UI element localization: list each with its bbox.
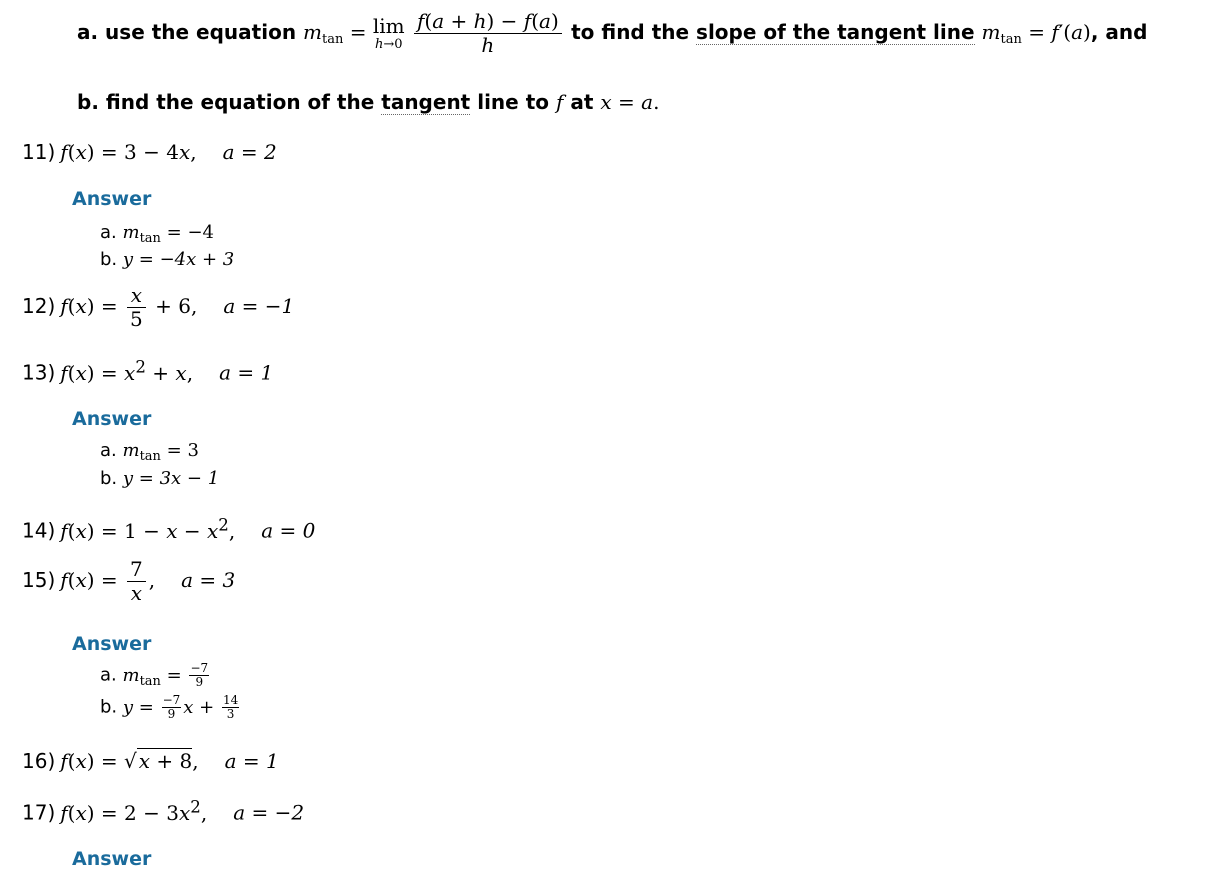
answer-13-a: a. $m_{tan} = 3$ bbox=[100, 440, 199, 464]
glossary-link-tangent[interactable]: tangent bbox=[381, 90, 471, 114]
problem-17: 17) $f(x) = 2 - 3x^2$, a = −2 bbox=[22, 797, 305, 825]
answer-toggle-17[interactable]: Answer bbox=[72, 848, 152, 870]
mtan-formula: $m_{tan} = \lim$ h→0 $\frac{f(a + h) - f(a)}{h}$ bbox=[303, 20, 571, 44]
instruction-part-b: b. find the equation of the tangent line to f at x = a. bbox=[77, 90, 660, 114]
problem-12: 12) f(x) = $\frac{x}{5}$ + 6, a = −1 bbox=[22, 283, 295, 331]
answer-11-b: b. y = −4x + 3 bbox=[100, 249, 235, 270]
instruction-part-a: a. use the equation $m_{tan} = \lim$ h→0 $\frac{f(a + h) - f(a)}{h}$ to find the slope of the tangent line $m_{tan} = f'(a)$, and bbox=[77, 9, 1148, 57]
answer-13-b: b. y = 3x − 1 bbox=[100, 468, 220, 489]
difference-quotient: $\frac{f(a + h) - f(a)}{h}$ bbox=[414, 10, 562, 57]
limit-operator: lim h→0 bbox=[372, 14, 405, 52]
answer-toggle-15[interactable]: Answer bbox=[72, 633, 152, 655]
problem-11: 11) f(x) = 3 − 4x, a = 2 bbox=[22, 140, 277, 164]
problem-16: 16) f(x) = √ x + 8, a = 1 bbox=[22, 749, 279, 773]
glossary-link-slope[interactable]: slope of the tangent line bbox=[696, 20, 975, 44]
problem-13: 13) $f(x) = x^2 + x$, a = 1 bbox=[22, 357, 274, 385]
sqrt-symbol: √ x + 8 bbox=[124, 749, 193, 773]
problem-14: 14) $f(x) = 1 - x - x^2$, a = 0 bbox=[22, 515, 316, 543]
answer-toggle-13[interactable]: Answer bbox=[72, 408, 152, 430]
answer-15-a: a. $m_{tan}$ = $\frac{-7}{9}$ bbox=[100, 661, 209, 690]
answer-toggle-11[interactable]: Answer bbox=[72, 188, 152, 210]
answer-15-b: b. y = $\frac{-7}{9}$ x + $\frac{14}{3}$ bbox=[100, 693, 239, 722]
answer-11-a: a. $m_{tan} = -4$ bbox=[100, 222, 215, 246]
problem-15: 15) f(x) = $\frac{7}{x}$ , a = 3 bbox=[22, 557, 236, 605]
